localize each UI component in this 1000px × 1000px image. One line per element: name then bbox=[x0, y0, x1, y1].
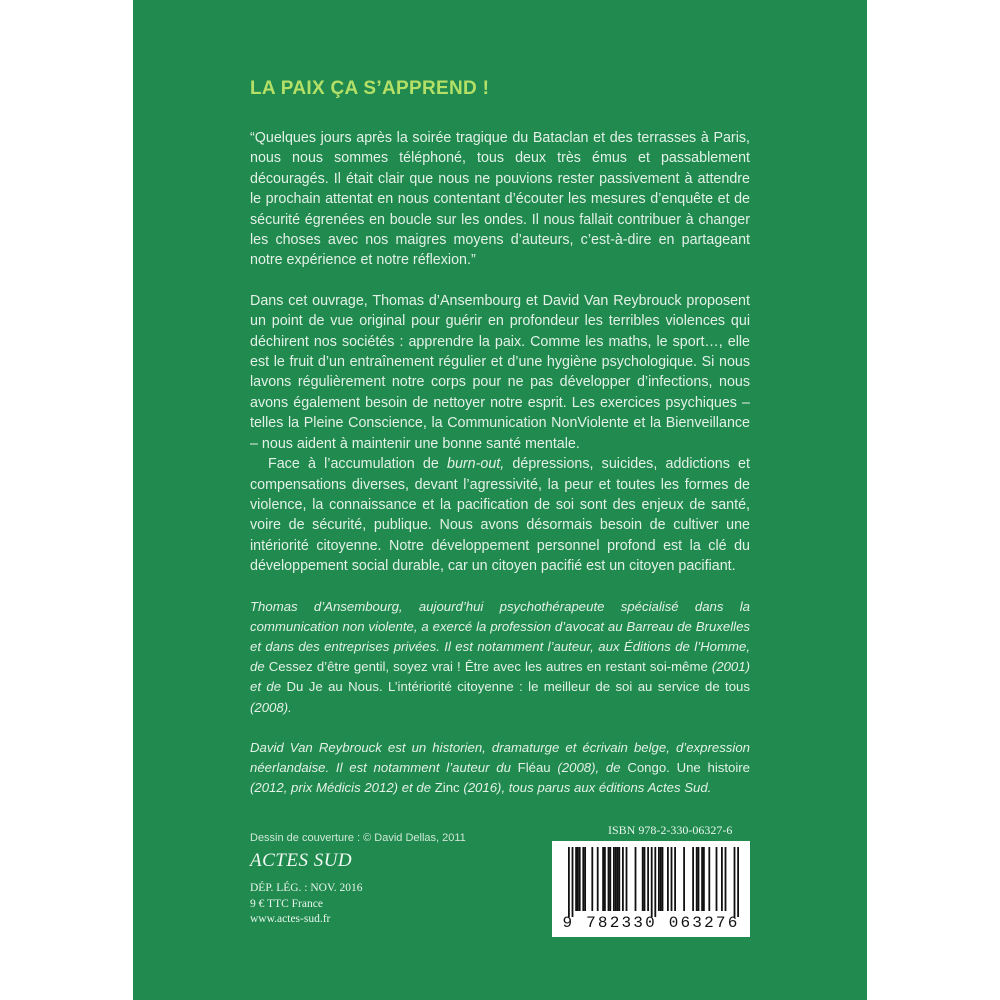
barcode-bar bbox=[692, 847, 694, 911]
barcode-bar bbox=[667, 847, 669, 911]
barcode-bar bbox=[662, 847, 664, 911]
barcode-bar bbox=[622, 847, 624, 911]
barcode-bar bbox=[597, 847, 599, 911]
bio2-text-2: (2008), de bbox=[550, 759, 628, 775]
author-bio-david bbox=[250, 738, 750, 799]
barcode-bar bbox=[671, 847, 673, 911]
bio1-book-1: Cessez d’être gentil, soyez vrai ! Être avec les autres en restant soi-même bbox=[268, 659, 708, 675]
author-bio-thomas bbox=[250, 597, 750, 718]
description-paragraph-2 bbox=[250, 454, 750, 576]
bio2-book-1: Fléau bbox=[517, 759, 551, 775]
barcode-bar bbox=[658, 847, 660, 911]
barcode-bar bbox=[608, 847, 610, 911]
barcode-bar bbox=[708, 847, 710, 911]
barcode-bar bbox=[703, 847, 705, 911]
description-paragraph-1: Dans cet ouvrage, Thomas d’Ansembourg et David Van Reybrouck proposent un point de vue original pour guérir en profondeur les terribles violences qui déchirent nos sociétés : apprendre la paix. Comme les maths, le sport…, elle est le fruit d’un entraînement régulier et d’une hygiène psychologique. Si nous lavons régulièrement notre corps pour ne pas développer d’infections, nous avons également besoin de nettoyer notre esprit. Les exercices psychiques – telles la Pleine Conscience, la Communication NonViolente et la Bienveillance – nous aident à maintenir une bonne santé mentale. bbox=[250, 292, 750, 452]
barcode-bar bbox=[626, 847, 628, 911]
barcode-digits: 9 782330 063276 bbox=[562, 914, 740, 932]
bio2-book-2: Congo. Une histoire bbox=[627, 759, 751, 775]
barcode-bar bbox=[572, 847, 574, 917]
publisher-logo: ACTES SUD bbox=[250, 850, 353, 871]
barcode-bar bbox=[725, 847, 727, 911]
barcode-bar bbox=[701, 847, 703, 911]
back-cover bbox=[133, 0, 867, 1000]
paragraph-2-start: Face à l’accumulation de bbox=[268, 456, 447, 473]
cover-credit: Dessin de couverture : © David Dellas, 2011 bbox=[250, 832, 466, 844]
barcode-bar bbox=[591, 847, 593, 911]
barcode-bar bbox=[577, 847, 579, 911]
barcode-bar bbox=[654, 847, 656, 917]
barcode-bar bbox=[615, 847, 617, 911]
barcode-bar bbox=[584, 847, 586, 911]
barcode-bar bbox=[698, 847, 700, 911]
bio1-text-3: (2008). bbox=[250, 699, 292, 715]
barcode-bar bbox=[683, 847, 685, 911]
barcode-bar bbox=[618, 847, 620, 911]
barcode-bar bbox=[651, 847, 653, 917]
barcode-bar bbox=[674, 847, 676, 911]
barcode-bar bbox=[642, 847, 644, 911]
barcode-bar bbox=[609, 847, 611, 911]
barcode-bar bbox=[647, 847, 649, 911]
book-title: LA PAIX ÇA S’APPREND ! bbox=[250, 78, 490, 99]
barcode-bar bbox=[644, 847, 646, 911]
barcode-bar bbox=[604, 847, 606, 911]
barcode-bar bbox=[613, 847, 615, 911]
bio1-text-1: Thomas d’Ansembourg, aujourd’hui psychothérapeute spécialisé dans la communication non violente, a exercé la profession d’avocat au Barreau de Bruxelles et dans des entreprises privées. Il est notamment l’auteur, aux Éditions de l’Homme, de bbox=[250, 598, 750, 675]
bio2-text-3: (2012, prix Médicis 2012) et de bbox=[250, 780, 435, 796]
barcode bbox=[552, 841, 750, 937]
bio2-text-1: David Van Reybrouck est un historien, dramaturge et écrivain belge, d’expression néerlandaise. Il est notamment l’auteur du bbox=[250, 739, 750, 775]
back-cover-text bbox=[250, 128, 750, 798]
barcode-bar bbox=[696, 847, 698, 911]
barcode-bar bbox=[721, 847, 723, 911]
barcode-bar bbox=[582, 847, 584, 911]
publisher-website: www.actes-sud.fr bbox=[250, 913, 331, 925]
barcode-bar bbox=[716, 847, 718, 911]
barcode-bar bbox=[737, 847, 739, 917]
bio2-text-4: (2016), tous parus aux éditions Actes Sud. bbox=[459, 780, 712, 796]
legal-deposit: DÉP. LÉG. : NOV. 2016 bbox=[250, 882, 363, 894]
bio1-book-2: Du Je au Nous. L’intériorité citoyenne : le meilleur de soi au service de tous bbox=[286, 679, 750, 695]
quote-paragraph: “Quelques jours après la soirée tragique du Bataclan et des terrasses à Paris, nous nous sommes téléphoné, tous deux très émus et passablement découragés. Il était clair que nous ne pouvions rester passivement à attendre le prochain attentat en nous contentant d’écouter les mesures d’enquête et de sécurité égrenées en boucle sur les ondes. Il nous fallait contribuer à changer les choses avec nos maigres moyens d’auteurs, c’est-à-dire en partageant notre expérience et notre réflexion.” bbox=[250, 130, 750, 269]
barcode-bars bbox=[552, 841, 750, 917]
bio1-text-2: (2001) et de bbox=[250, 659, 750, 695]
barcode-bar bbox=[734, 847, 736, 917]
bio2-book-3: Zinc bbox=[434, 780, 460, 796]
barcode-bar bbox=[617, 847, 619, 911]
isbn-label: ISBN 978-2-330-06327-6 bbox=[608, 823, 733, 837]
barcode-bar bbox=[575, 847, 577, 911]
paragraph-2-end: dépressions, suicides, addictions et compensations diverses, devant l’agressivité, la peur et toutes les formes de violence, la connaissance et la pacification de soi sont des enjeux de santé, voire de sécurité, publique. Nous avons désormais besoin de cultiver une intériorité citoyenne. Notre développement personnel profond est la clé du développement social durable, car un citoyen pacifié est un citoyen pacifiant. bbox=[250, 456, 750, 575]
barcode-bar bbox=[568, 847, 570, 917]
barcode-bar bbox=[579, 847, 581, 911]
barcode-bar bbox=[660, 847, 662, 911]
barcode-bar bbox=[602, 847, 604, 911]
burn-out-emphasis: burn-out, bbox=[447, 456, 505, 473]
barcode-bar bbox=[635, 847, 637, 911]
legal-info bbox=[250, 881, 363, 928]
price: 9 € TTC France bbox=[250, 897, 323, 910]
